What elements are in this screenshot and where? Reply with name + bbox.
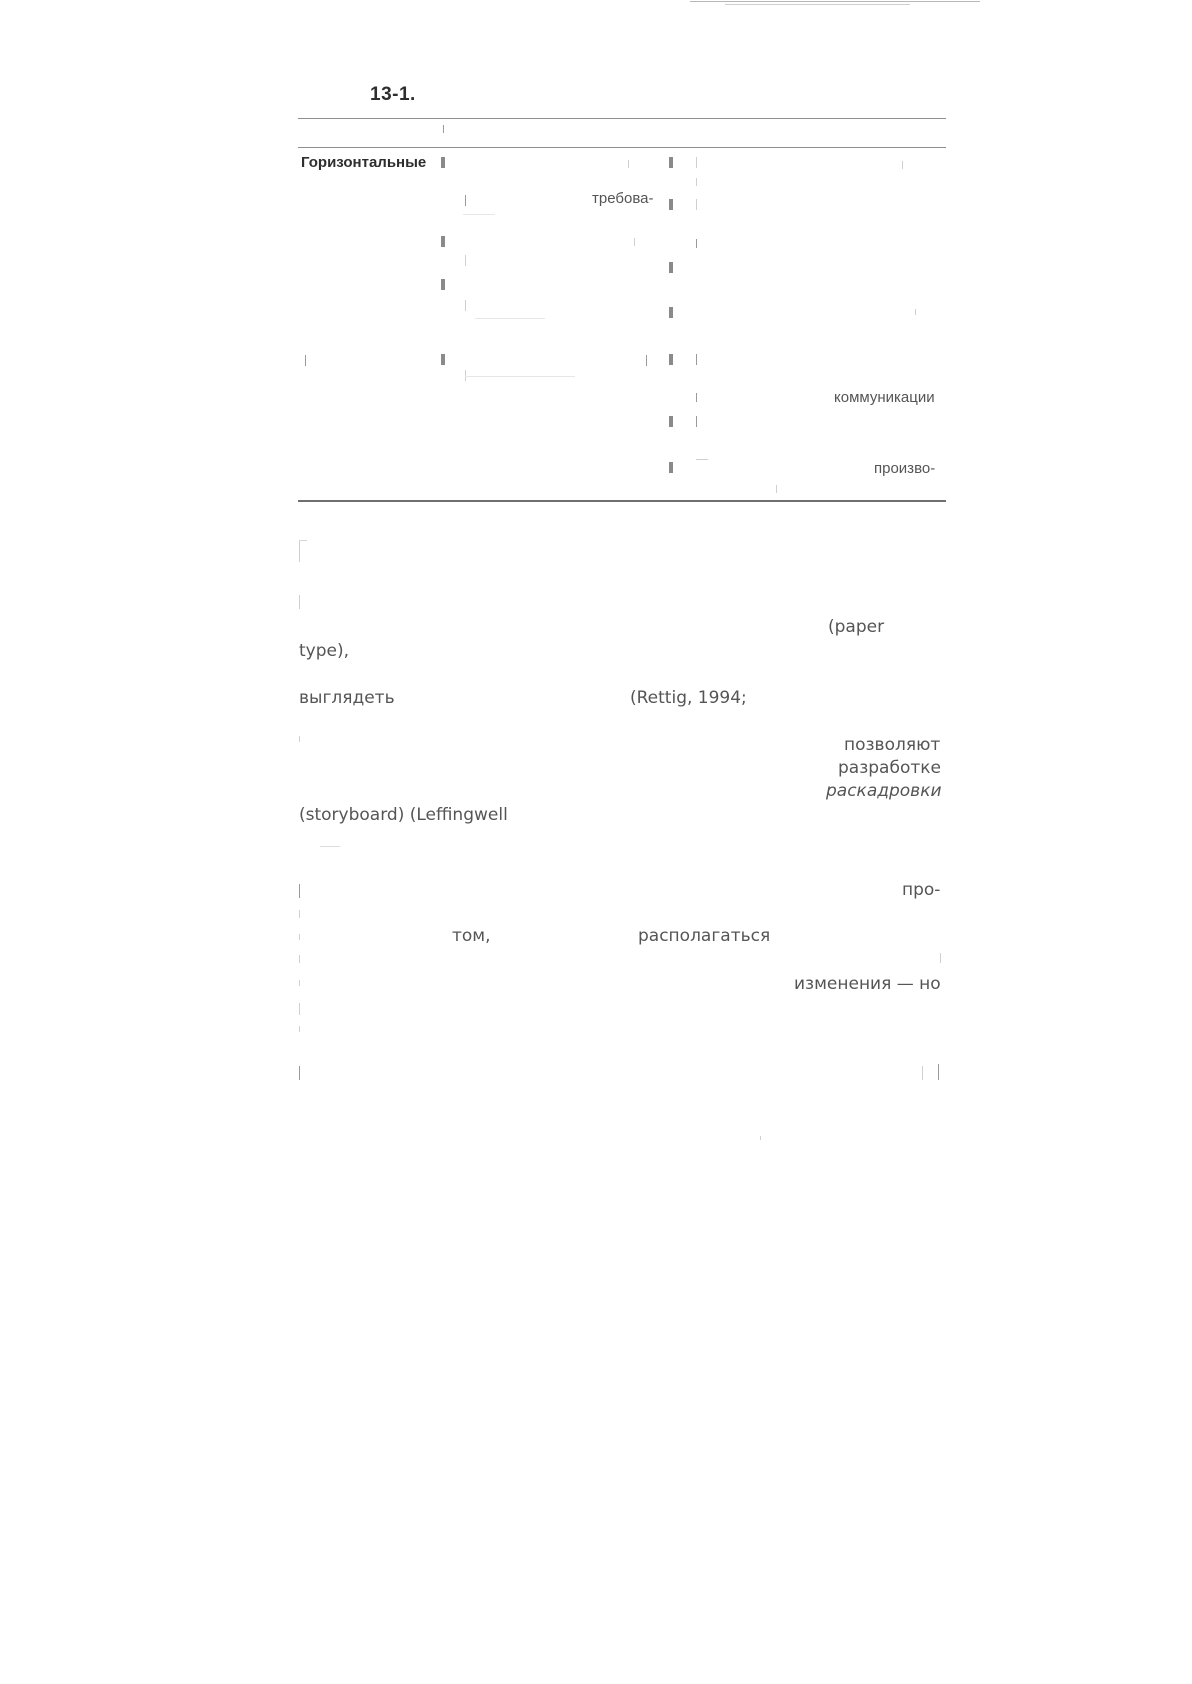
bullet-mark — [669, 157, 673, 168]
tick-mark — [299, 1003, 300, 1015]
tick-mark — [299, 1026, 300, 1032]
tick-mark — [696, 178, 697, 186]
tick-mark — [299, 595, 300, 609]
scan-artifact-line — [690, 1, 980, 2]
tick-mark — [299, 955, 300, 963]
faint-smudge — [465, 376, 575, 377]
body-fragment-pro: про- — [902, 880, 941, 900]
body-fragment-raskadrovki: раскадровки — [826, 781, 942, 801]
tick-mark — [922, 1066, 923, 1080]
header-mark — [443, 125, 444, 133]
cell-fragment-proizvo: произво- — [874, 460, 936, 477]
row-header: Горизонтальные — [301, 154, 427, 171]
bullet-mark — [669, 199, 673, 210]
table-bottom-rule — [298, 500, 946, 502]
tick-mark — [646, 355, 647, 366]
body-fragment-razrabotke: разработке — [838, 758, 941, 778]
tick-mark — [938, 1064, 939, 1080]
tick-mark — [305, 355, 306, 366]
table-top-rule — [298, 118, 946, 119]
tick-mark — [902, 161, 903, 169]
faint-smudge — [696, 459, 708, 460]
body-fragment-rettig: (Rettig, 1994; — [630, 688, 747, 708]
faint-smudge — [475, 318, 545, 319]
tick-mark — [299, 980, 300, 986]
tick-mark — [465, 195, 466, 206]
bullet-mark — [669, 262, 673, 273]
body-fragment-paper: (paper — [828, 617, 885, 637]
table-number: 13-1. — [370, 84, 416, 105]
tick-mark — [299, 934, 300, 940]
bullet-mark — [441, 354, 445, 365]
tick-mark — [299, 540, 300, 562]
tick-mark — [776, 485, 777, 493]
bullet-mark — [441, 279, 445, 290]
cell-fragment-trebova: требова- — [592, 190, 654, 207]
cell-fragment-kommunikacii: коммуникации — [834, 389, 935, 406]
bullet-mark — [669, 462, 673, 473]
tick-mark — [299, 1066, 300, 1080]
body-fragment-type: type), — [299, 641, 350, 661]
tick-mark — [915, 309, 916, 315]
tick-mark — [696, 393, 697, 402]
body-fragment-storyboard: (storyboard) (Leffingwell — [299, 805, 508, 825]
body-fragment-tom: том, — [452, 926, 491, 946]
bullet-mark — [441, 157, 445, 168]
tick-mark — [634, 238, 635, 246]
table-header-rule — [298, 147, 946, 148]
body-fragment-vyglyadet: выглядеть — [299, 688, 395, 708]
tick-mark — [940, 953, 941, 963]
tick-mark — [628, 160, 629, 168]
tick-mark — [299, 884, 300, 898]
faint-smudge — [463, 214, 495, 215]
faint-smudge — [320, 846, 340, 847]
faint-smudge — [299, 540, 307, 541]
tick-mark — [299, 736, 300, 742]
tick-mark — [696, 239, 697, 248]
bullet-mark — [669, 416, 673, 427]
tick-mark — [760, 1136, 761, 1140]
body-fragment-izmeneniya: изменения — но — [794, 974, 941, 994]
body-fragment-raspolagatsya: располагаться — [638, 926, 771, 946]
tick-mark — [465, 255, 466, 266]
tick-mark — [696, 416, 697, 427]
tick-mark — [696, 354, 697, 365]
body-fragment-pozvolyayut: позволяют — [844, 735, 941, 755]
tick-mark — [299, 910, 300, 918]
tick-mark — [696, 199, 697, 210]
scan-artifact-line — [725, 4, 910, 5]
bullet-mark — [669, 307, 673, 318]
bullet-mark — [669, 354, 673, 365]
tick-mark — [465, 300, 466, 311]
tick-mark — [696, 157, 697, 168]
bullet-mark — [441, 236, 445, 247]
